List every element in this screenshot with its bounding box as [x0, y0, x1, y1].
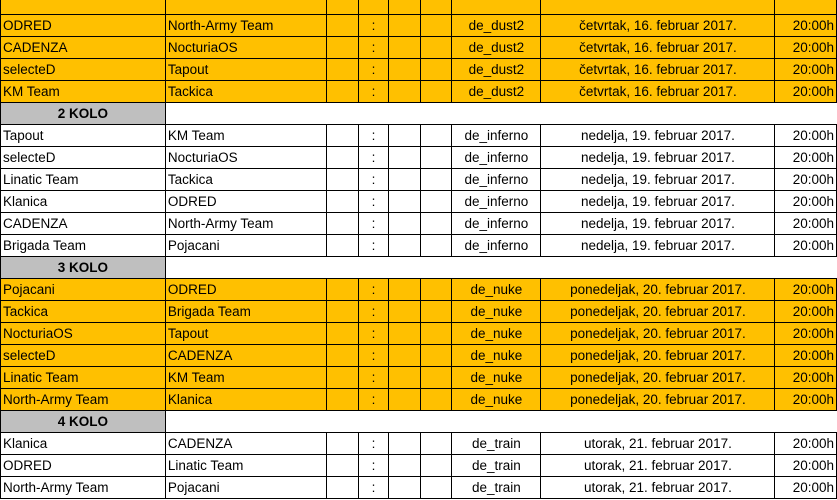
home-score-cell — [327, 168, 358, 190]
home-score-cell — [327, 80, 358, 102]
match-row — [1, 344, 837, 366]
time-cell: 20:00h — [775, 344, 837, 366]
away-score-cell — [389, 80, 420, 102]
score-separator-cell: : — [358, 322, 389, 344]
match-row — [1, 476, 837, 498]
time-cell: 20:00h — [775, 80, 837, 102]
away-score-cell — [389, 14, 420, 36]
away-team-cell: NocturiaOS — [165, 36, 326, 58]
score-separator-cell: : — [358, 212, 389, 234]
home-team-cell: ODRED — [1, 454, 166, 476]
score-separator-cell: : — [358, 366, 389, 388]
home-score-cell — [327, 36, 358, 58]
map-cell: de_inferno — [452, 212, 541, 234]
home-score-cell — [327, 146, 358, 168]
time-cell: 20:00h — [775, 278, 837, 300]
blank-cell — [420, 0, 451, 14]
match-row — [1, 58, 837, 80]
match-row — [1, 212, 837, 234]
date-cell: utorak, 21. februar 2017. — [541, 454, 775, 476]
map-cell: de_inferno — [452, 190, 541, 212]
match-row — [1, 300, 837, 322]
time-cell: 20:00h — [775, 124, 837, 146]
match-row — [1, 454, 837, 476]
blank-cell — [420, 366, 451, 388]
match-row — [1, 278, 837, 300]
home-score-cell — [327, 344, 358, 366]
away-score-cell — [389, 190, 420, 212]
map-cell: de_nuke — [452, 388, 541, 410]
away-score-cell — [389, 234, 420, 256]
map-cell: de_nuke — [452, 344, 541, 366]
home-team-cell: Klanica — [1, 190, 166, 212]
away-team-cell: CADENZA — [165, 344, 326, 366]
round-label: 4 KOLO — [1, 410, 166, 432]
date-cell: nedelja, 19. februar 2017. — [541, 168, 775, 190]
home-team-cell: selecteD — [1, 146, 166, 168]
blank-cell — [420, 344, 451, 366]
home-score-cell — [327, 476, 358, 498]
score-separator-cell: : — [358, 146, 389, 168]
blank-cell — [420, 300, 451, 322]
away-score-cell — [389, 0, 420, 14]
score-separator-cell: : — [358, 234, 389, 256]
away-team-cell — [165, 0, 326, 14]
home-team-cell: selecteD — [1, 58, 166, 80]
score-separator-cell: : — [358, 278, 389, 300]
home-team-cell: selecteD — [1, 344, 166, 366]
blank-cell — [420, 476, 451, 498]
match-row — [1, 432, 837, 454]
away-score-cell — [389, 36, 420, 58]
home-team-cell: Tackica — [1, 300, 166, 322]
blank-cell — [420, 388, 451, 410]
time-cell: 20:00h — [775, 14, 837, 36]
map-cell: de_train — [452, 454, 541, 476]
home-score-cell — [327, 388, 358, 410]
away-score-cell — [389, 388, 420, 410]
map-cell: de_nuke — [452, 300, 541, 322]
away-team-cell: Pojacani — [165, 476, 326, 498]
round-label: 3 KOLO — [1, 256, 166, 278]
round-header-blank — [165, 256, 836, 278]
map-cell: de_dust2 — [452, 14, 541, 36]
away-score-cell — [389, 366, 420, 388]
date-cell: utorak, 21. februar 2017. — [541, 476, 775, 498]
date-cell: nedelja, 19. februar 2017. — [541, 190, 775, 212]
match-row — [1, 124, 837, 146]
time-cell: 20:00h — [775, 300, 837, 322]
score-separator-cell: : — [358, 168, 389, 190]
home-score-cell — [327, 190, 358, 212]
away-team-cell: Tackica — [165, 80, 326, 102]
score-separator-cell: : — [358, 344, 389, 366]
date-cell: ponedeljak, 20. februar 2017. — [541, 300, 775, 322]
away-team-cell: Tapout — [165, 58, 326, 80]
date-cell: četvrtak, 16. februar 2017. — [541, 80, 775, 102]
time-cell: 20:00h — [775, 432, 837, 454]
away-score-cell — [389, 432, 420, 454]
date-cell: ponedeljak, 20. februar 2017. — [541, 278, 775, 300]
home-team-cell: Klanica — [1, 432, 166, 454]
away-team-cell: CADENZA — [165, 432, 326, 454]
home-score-cell — [327, 14, 358, 36]
map-cell: de_dust2 — [452, 80, 541, 102]
match-row — [1, 234, 837, 256]
home-team-cell: North-Army Team — [1, 388, 166, 410]
date-cell: utorak, 21. februar 2017. — [541, 432, 775, 454]
home-team-cell: Tapout — [1, 124, 166, 146]
round-header-row — [1, 102, 837, 124]
away-team-cell: ODRED — [165, 278, 326, 300]
home-score-cell — [327, 300, 358, 322]
score-separator-cell: : — [358, 432, 389, 454]
date-cell: ponedeljak, 20. februar 2017. — [541, 366, 775, 388]
blank-cell — [420, 190, 451, 212]
map-cell — [452, 0, 541, 14]
home-team-cell: ODRED — [1, 14, 166, 36]
score-separator-cell: : — [358, 124, 389, 146]
away-score-cell — [389, 322, 420, 344]
time-cell: 20:00h — [775, 476, 837, 498]
blank-cell — [420, 432, 451, 454]
date-cell: nedelja, 19. februar 2017. — [541, 212, 775, 234]
away-team-cell: KM Team — [165, 124, 326, 146]
map-cell: de_nuke — [452, 322, 541, 344]
score-separator-cell: : — [358, 300, 389, 322]
map-cell: de_inferno — [452, 124, 541, 146]
match-row — [1, 190, 837, 212]
away-score-cell — [389, 212, 420, 234]
away-team-cell: Brigada Team — [165, 300, 326, 322]
blank-cell — [420, 278, 451, 300]
date-cell: četvrtak, 16. februar 2017. — [541, 58, 775, 80]
away-score-cell — [389, 58, 420, 80]
map-cell: de_inferno — [452, 146, 541, 168]
map-cell: de_train — [452, 476, 541, 498]
match-row — [1, 14, 837, 36]
round-label: 2 KOLO — [1, 102, 166, 124]
map-cell: de_dust2 — [452, 58, 541, 80]
home-score-cell — [327, 124, 358, 146]
score-separator-cell: : — [358, 190, 389, 212]
match-row — [1, 80, 837, 102]
away-score-cell — [389, 124, 420, 146]
home-score-cell — [327, 454, 358, 476]
blank-cell — [420, 36, 451, 58]
date-cell: nedelja, 19. februar 2017. — [541, 234, 775, 256]
score-separator-cell: : — [358, 476, 389, 498]
home-team-cell: Linatic Team — [1, 366, 166, 388]
away-score-cell — [389, 168, 420, 190]
map-cell: de_inferno — [452, 168, 541, 190]
score-separator-cell: : — [358, 454, 389, 476]
match-row — [1, 366, 837, 388]
time-cell: 20:00h — [775, 190, 837, 212]
map-cell: de_inferno — [452, 234, 541, 256]
date-cell: ponedeljak, 20. februar 2017. — [541, 322, 775, 344]
away-score-cell — [389, 344, 420, 366]
time-cell — [775, 0, 837, 14]
away-team-cell: Pojacani — [165, 234, 326, 256]
blank-cell — [420, 454, 451, 476]
round-header-row — [1, 410, 837, 432]
home-team-cell: North-Army Team — [1, 476, 166, 498]
map-cell: de_train — [452, 432, 541, 454]
home-score-cell — [327, 278, 358, 300]
map-cell: de_dust2 — [452, 36, 541, 58]
time-cell: 20:00h — [775, 388, 837, 410]
match-row — [1, 36, 837, 58]
blank-cell — [420, 124, 451, 146]
date-cell: nedelja, 19. februar 2017. — [541, 146, 775, 168]
match-row — [1, 168, 837, 190]
time-cell: 20:00h — [775, 212, 837, 234]
date-cell: četvrtak, 16. februar 2017. — [541, 14, 775, 36]
blank-cell — [420, 234, 451, 256]
away-team-cell: ODRED — [165, 190, 326, 212]
score-separator-cell — [358, 0, 389, 14]
home-team-cell: Linatic Team — [1, 168, 166, 190]
away-team-cell: Linatic Team — [165, 454, 326, 476]
blank-cell — [420, 168, 451, 190]
away-score-cell — [389, 146, 420, 168]
blank-cell — [420, 14, 451, 36]
away-team-cell: KM Team — [165, 366, 326, 388]
score-separator-cell: : — [358, 58, 389, 80]
home-team-cell: CADENZA — [1, 36, 166, 58]
score-separator-cell: : — [358, 388, 389, 410]
map-cell: de_nuke — [452, 366, 541, 388]
time-cell: 20:00h — [775, 366, 837, 388]
schedule-body — [1, 0, 837, 498]
score-separator-cell: : — [358, 14, 389, 36]
round-header-blank — [165, 102, 836, 124]
home-team-cell: CADENZA — [1, 212, 166, 234]
home-team-cell: KM Team — [1, 80, 166, 102]
map-cell: de_nuke — [452, 278, 541, 300]
away-score-cell — [389, 278, 420, 300]
time-cell: 20:00h — [775, 146, 837, 168]
home-score-cell — [327, 0, 358, 14]
home-score-cell — [327, 322, 358, 344]
time-cell: 20:00h — [775, 322, 837, 344]
blank-cell — [420, 322, 451, 344]
date-cell: četvrtak, 16. februar 2017. — [541, 36, 775, 58]
date-cell: nedelja, 19. februar 2017. — [541, 124, 775, 146]
date-cell: ponedeljak, 20. februar 2017. — [541, 344, 775, 366]
match-row — [1, 388, 837, 410]
time-cell: 20:00h — [775, 36, 837, 58]
time-cell: 20:00h — [775, 58, 837, 80]
away-team-cell: NocturiaOS — [165, 146, 326, 168]
date-cell — [541, 0, 775, 14]
away-score-cell — [389, 300, 420, 322]
home-team-cell: NocturiaOS — [1, 322, 166, 344]
away-team-cell: North-Army Team — [165, 14, 326, 36]
away-team-cell: North-Army Team — [165, 212, 326, 234]
home-score-cell — [327, 432, 358, 454]
time-cell: 20:00h — [775, 234, 837, 256]
round-header-row — [1, 256, 837, 278]
time-cell: 20:00h — [775, 454, 837, 476]
home-score-cell — [327, 366, 358, 388]
time-cell: 20:00h — [775, 168, 837, 190]
away-score-cell — [389, 476, 420, 498]
home-team-cell: Brigada Team — [1, 234, 166, 256]
home-team-cell — [1, 0, 166, 14]
match-row — [1, 146, 837, 168]
round-header-blank — [165, 410, 836, 432]
home-score-cell — [327, 212, 358, 234]
blank-cell — [420, 212, 451, 234]
away-team-cell: Tapout — [165, 322, 326, 344]
score-separator-cell: : — [358, 80, 389, 102]
blank-cell — [420, 146, 451, 168]
date-cell: ponedeljak, 20. februar 2017. — [541, 388, 775, 410]
home-score-cell — [327, 58, 358, 80]
away-team-cell: Tackica — [165, 168, 326, 190]
match-row — [1, 0, 837, 14]
blank-cell — [420, 80, 451, 102]
blank-cell — [420, 58, 451, 80]
match-row — [1, 322, 837, 344]
home-score-cell — [327, 234, 358, 256]
home-team-cell: Pojacani — [1, 278, 166, 300]
away-score-cell — [389, 454, 420, 476]
away-team-cell: Klanica — [165, 388, 326, 410]
score-separator-cell: : — [358, 36, 389, 58]
